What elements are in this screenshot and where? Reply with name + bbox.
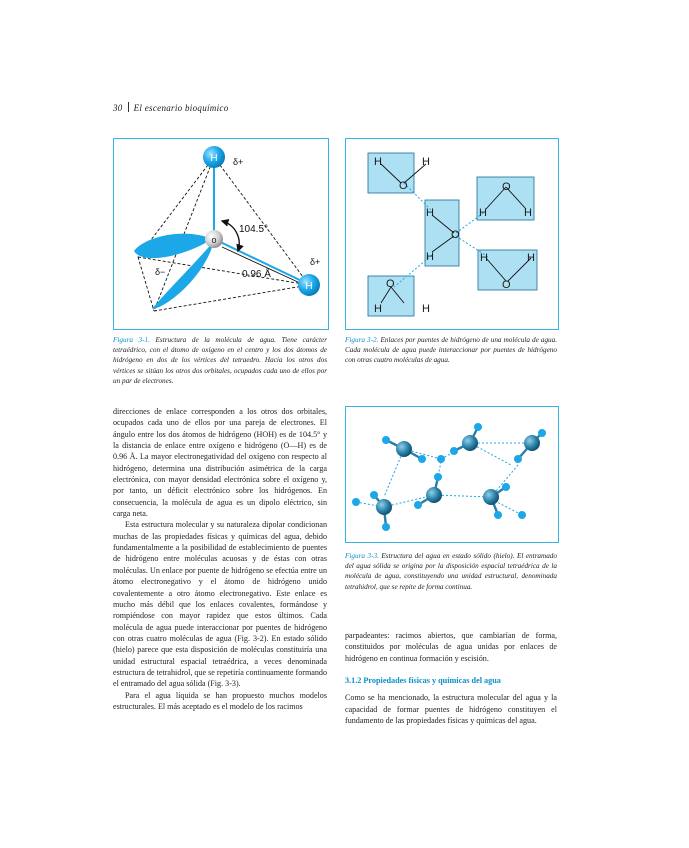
left-text-column xyxy=(113,406,327,712)
distance-label: 0.96 Å xyxy=(242,269,271,280)
ice-hydrogen-atoms xyxy=(352,423,546,531)
ice-oxygen-4 xyxy=(426,487,442,503)
figure-3-2-caption xyxy=(345,335,557,366)
h-label-b2: H xyxy=(426,251,434,263)
lone-pair-orbital-left xyxy=(134,234,212,258)
figure-3-1-label: Figura 3-1. xyxy=(113,336,150,344)
hydrogen-bond-diagram xyxy=(346,139,558,329)
figure-3-2 xyxy=(345,138,559,330)
left-paragraph-2: Esta estructura molecular y su naturaleza dipolar condicionan muchas de las propiedades físicas y químicas del agua, debido fundamentalmente a la posibilidad de establecimiento de puentes de hidrógeno entre moléculas acuosas y de éstas con otras moléculas. Un enlace por puente de hidrógeno se efectúa entre un átomo electronegativo y el átomo de hidrógeno unido covalentemente a otro átomo electronegativo. Este enlace es mucho más débil que los enlaces covalentes, formándose y rompiéndose con mayor rapidez que estos últimos. Cada molécula de agua puede interaccionar por puentes de hidrógeno con otras cuatro moléculas de agua (Fig. 3-2). En estado sólido (hielo) parece que esta disposición de moléculas constituiría una unidad estructural espacial tetraédrica, a veces denominada estructura de tetrahidrol, que se repetiría continuamente formando el entramado del agua sólida (Fig. 3-3). xyxy=(113,520,327,689)
running-header xyxy=(113,102,229,113)
header-divider xyxy=(128,102,129,112)
o-label-a: O xyxy=(399,180,408,192)
ice-oxygen-6 xyxy=(376,499,392,515)
angle-label: 104.5° xyxy=(239,224,269,235)
page-number: 30 xyxy=(113,103,123,113)
figure-3-2-label: Figura 3-2. xyxy=(345,336,379,344)
ice-oxygen-1 xyxy=(396,441,412,457)
ice-oxygen-2 xyxy=(462,435,478,451)
figure-3-1 xyxy=(113,138,329,330)
oxygen-label: o xyxy=(211,235,217,245)
h-label-d2: H xyxy=(527,252,535,264)
section-heading: 3.1.2 Propiedades físicas y químicas del agua xyxy=(345,676,501,686)
h-label-c1: H xyxy=(479,207,487,219)
water-molecule-tetrahedron-diagram xyxy=(114,139,328,329)
hydrogen-label-top: H xyxy=(210,153,218,164)
ice-oxygen-3 xyxy=(524,435,540,451)
hydrogen-label-right: H xyxy=(305,281,313,292)
right-paragraph-2: Como se ha mencionado, la estructura molecular del agua y la capacidad de formar puentes de hidrógeno constituyen el fundamento de las propiedades físicas y químicas del agua. xyxy=(345,693,557,726)
o-label-d: O xyxy=(502,279,511,291)
o-label-e: O xyxy=(386,278,395,290)
left-paragraph-1: direcciones de enlace corresponden a los otros dos orbitales, ocupados cada uno de ellos por una pareja de electrones. El ángulo entre los dos átomos de hidrógeno (HOH) es de 104.5° y la distancia de enlace entre oxígeno e hidrógeno (O—H) es de 0.96 Å. La mayor electronegatividad del oxígeno con respecto al hidrógeno, determina una distribución asimétrica de la carga electrónica, con mayor densidad electrónica sobre el oxígeno y, por tanto, un déficit electrónico sobre los hidrógenos. En consecuencia, la molécula de agua es un dipolo eléctrico, sin carga neta. xyxy=(113,407,327,519)
tetrahedron-edges xyxy=(138,157,309,311)
figure-3-1-caption xyxy=(113,335,327,386)
ice-oxygen-5 xyxy=(483,489,499,505)
figure-3-2-caption-text: Enlaces por puentes de hidrógeno de una molécula de agua. Cada molécula de agua puede interaccionar por puentes de hidrógeno con otras cuatro moléculas de agua. xyxy=(345,336,558,365)
h-label-d1: H xyxy=(480,252,488,264)
figure-3-1-caption-text: Estructura de la molécula de agua. Tiene carácter tetraédrico, con el átomo de oxígeno en el centro y los dos átomos de hidrógeno en dos de los vértices del tetraedro. Hacia los otros dos vértices se sitúan los otros dos orbitales, ocupados cada uno de ellos por un par de electrones. xyxy=(113,336,328,385)
h-label-b1: H xyxy=(426,207,434,219)
right-paragraph-1: parpadeantes: racimos abiertos, que cambiarían de forma, constituidos por moléculas de agua unidas por enlaces de hidrógeno en continua formación y escisión. xyxy=(345,631,557,663)
left-paragraph-3: Para el agua líquida se han propuesto muchos modelos estructurales. El más aceptado es el modelo de los racimos xyxy=(113,690,327,711)
right-text-column xyxy=(345,630,557,726)
figure-3-3 xyxy=(345,406,559,543)
figure-3-3-label: Figura 3-3. xyxy=(345,552,379,560)
h-label-a2: H xyxy=(422,156,430,168)
delta-plus-right: δ+ xyxy=(310,257,321,267)
h-label-e1: H xyxy=(374,303,382,315)
figure-3-3-caption xyxy=(345,551,557,592)
delta-minus-label: δ− xyxy=(155,267,166,277)
h-label-e2: H xyxy=(422,303,430,315)
running-title: El escenario bioquímico xyxy=(133,103,229,113)
figure-3-3-caption-text: Estructura del agua en estado sólido (hielo). El entramado del agua sólida se origina por la disposición espacial tetraédrica de la molécula de agua, constituyendo una unidad estructural, denominada tetrahidrol, que se repite de forma continua. xyxy=(345,552,557,591)
h-label-a1: H xyxy=(374,156,382,168)
o-label-c: O xyxy=(502,181,511,193)
ice-lattice-diagram xyxy=(346,407,558,542)
h-label-c2: H xyxy=(524,207,532,219)
delta-plus-top: δ+ xyxy=(233,157,244,167)
o-label-b: O xyxy=(451,229,460,241)
